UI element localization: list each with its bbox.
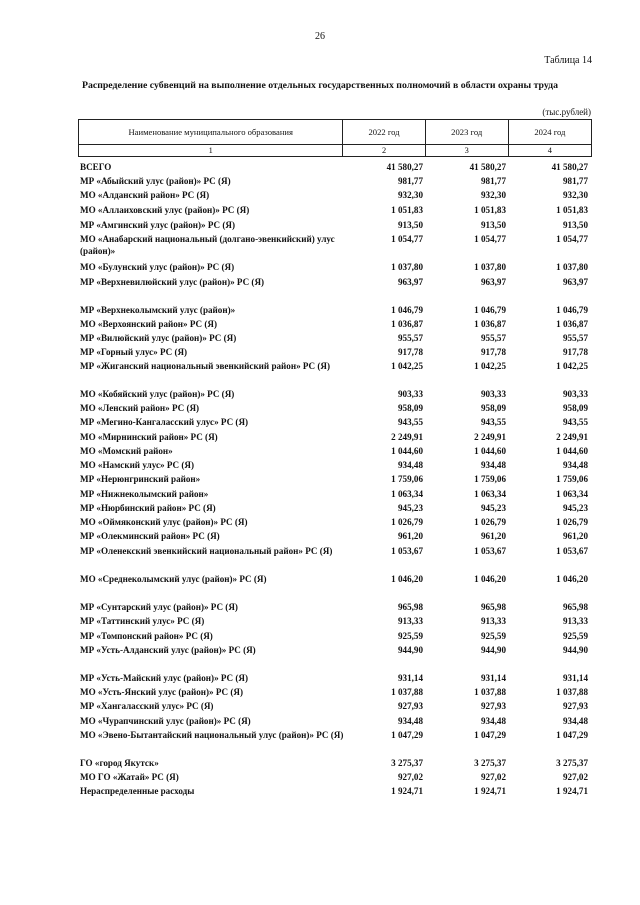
units-label: (тыс.рублей)	[542, 107, 591, 117]
row-value-2022: 41 580,27	[386, 162, 423, 172]
row-value-2023: 1 046,79	[474, 305, 506, 315]
row-name: МР «Оленекский эвенкийский национальный район» РС (Я)	[80, 546, 333, 556]
row-name: МР «Амгинский улус (район)» РС (Я)	[80, 220, 235, 230]
row-value-2023: 1 063,34	[474, 489, 506, 499]
row-name: МО «Чурапчинский улус (район)» РС (Я)	[80, 716, 251, 726]
row-name: ГО «город Якутск»	[80, 758, 159, 768]
row-value-2022: 934,48	[397, 460, 423, 470]
row-name: МР «Мегино-Кангаласский улус» РС (Я)	[80, 417, 249, 427]
row-name: МО «Среднеколымский улус (район)» РС (Я)	[80, 574, 267, 584]
row-value-2023: 927,02	[480, 772, 506, 782]
row-value-2024: 903,33	[562, 389, 588, 399]
row-value-2022: 965,98	[397, 602, 423, 612]
header-name: Наименование муниципального образования	[79, 120, 343, 145]
header-num-2: 2	[343, 145, 425, 157]
row-name: МО «Оймяконский улус (район)» РС (Я)	[80, 517, 248, 527]
row-value-2024: 965,98	[562, 602, 588, 612]
row-value-2023: 925,59	[480, 631, 506, 641]
row-value-2022: 1 046,20	[391, 574, 423, 584]
row-value-2024: 925,59	[562, 631, 588, 641]
row-value-2023: 3 275,37	[474, 758, 506, 768]
row-value-2024: 1 051,83	[556, 205, 588, 215]
row-name: ВСЕГО	[80, 162, 112, 172]
row-value-2022: 1 042,25	[391, 361, 423, 371]
row-name: МР «Сунтарский улус (район)» РС (Я)	[80, 602, 238, 612]
row-name: МО «Анабарский национальный (долгано-эвенкийский) улус (район)»	[80, 234, 335, 256]
row-value-2024: 927,93	[562, 701, 588, 711]
row-value-2024: 1 037,80	[556, 262, 588, 272]
row-value-2024: 1 046,20	[556, 574, 588, 584]
row-value-2022: 2 249,91	[391, 432, 423, 442]
row-value-2024: 1 044,60	[556, 446, 588, 456]
row-value-2023: 1 042,25	[474, 361, 506, 371]
row-value-2024: 943,55	[562, 417, 588, 427]
row-value-2022: 3 275,37	[391, 758, 423, 768]
row-value-2022: 917,78	[397, 347, 423, 357]
row-value-2023: 1 036,87	[474, 319, 506, 329]
row-value-2023: 958,09	[480, 403, 506, 413]
row-name: МР «Нюрбинский район» РС (Я)	[80, 503, 216, 513]
row-value-2024: 2 249,91	[556, 432, 588, 442]
row-value-2023: 913,33	[480, 616, 506, 626]
row-value-2022: 1 037,80	[391, 262, 423, 272]
row-name: МР «Усть-Алданский улус (район)» РС (Я)	[80, 645, 256, 655]
row-value-2024: 934,48	[562, 716, 588, 726]
row-value-2022: 913,33	[397, 616, 423, 626]
row-name: МР «Нижнеколымский район»	[80, 489, 209, 499]
row-value-2022: 1 053,67	[391, 546, 423, 556]
table-title: Распределение субвенций на выполнение отдельных государственных полномочий в области охраны труда	[81, 80, 558, 91]
row-value-2024: 1 759,06	[556, 474, 588, 484]
row-name: МО «Аллаиховский улус (район)» РС (Я)	[80, 205, 250, 215]
row-value-2023: 1 037,80	[474, 262, 506, 272]
row-name: МО «Усть-Янский улус (район)» РС (Я)	[80, 687, 243, 697]
row-value-2022: 1 051,83	[391, 205, 423, 215]
row-value-2023: 1 924,71	[474, 786, 506, 796]
row-name: МР «Верхневилюйский улус (район)» РС (Я)	[80, 277, 265, 287]
row-name: МО «Эвено-Бытантайский национальный улус (район)» РС (Я)	[80, 730, 344, 740]
row-value-2024: 932,30	[562, 190, 588, 200]
row-name: МО ГО «Жатай» РС (Я)	[80, 772, 179, 782]
row-value-2022: 1 759,06	[391, 474, 423, 484]
row-name: МР «Верхнеколымский улус (район)»	[80, 305, 236, 315]
row-value-2022: 927,93	[397, 701, 423, 711]
row-value-2023: 1 053,67	[474, 546, 506, 556]
row-value-2022: 944,90	[397, 645, 423, 655]
row-value-2022: 1 037,88	[391, 687, 423, 697]
row-name: МР «Вилюйский улус (район)» РС (Я)	[80, 333, 237, 343]
row-value-2023: 932,30	[480, 190, 506, 200]
row-name: МО «Кобяйский улус (район)» РС (Я)	[80, 389, 235, 399]
table-header	[78, 119, 592, 157]
row-value-2024: 934,48	[562, 460, 588, 470]
row-name: МО «Мирнинский район» РС (Я)	[80, 432, 218, 442]
row-name: МО «Булунский улус (район)» РС (Я)	[80, 262, 235, 272]
row-value-2024: 931,14	[562, 673, 588, 683]
table-label: Таблица 14	[544, 55, 592, 66]
row-value-2022: 961,20	[397, 531, 423, 541]
row-name: МР «Горный улус» РС (Я)	[80, 347, 188, 357]
row-value-2023: 1 047,29	[474, 730, 506, 740]
row-value-2022: 1 026,79	[391, 517, 423, 527]
row-name: МО «Намский улус» РС (Я)	[80, 460, 194, 470]
row-value-2024: 913,50	[562, 220, 588, 230]
row-value-2022: 927,02	[397, 772, 423, 782]
row-value-2022: 931,14	[397, 673, 423, 683]
row-value-2023: 903,33	[480, 389, 506, 399]
row-value-2024: 3 275,37	[556, 758, 588, 768]
row-value-2023: 955,57	[480, 333, 506, 343]
row-value-2024: 961,20	[562, 531, 588, 541]
row-value-2022: 958,09	[397, 403, 423, 413]
header-num-4: 4	[508, 145, 591, 157]
row-name: МР «Жиганский национальный эвенкийский район» РС (Я)	[80, 361, 331, 371]
row-value-2022: 945,23	[397, 503, 423, 513]
header-num-3: 3	[425, 145, 508, 157]
header-num-1: 1	[79, 145, 343, 157]
row-value-2023: 913,50	[480, 220, 506, 230]
row-name: МР «Олекминский район» РС (Я)	[80, 531, 220, 541]
row-value-2022: 981,77	[397, 176, 423, 186]
header-2022: 2022 год	[343, 120, 425, 145]
row-value-2023: 1 037,88	[474, 687, 506, 697]
row-value-2024: 1 054,77	[556, 234, 588, 244]
row-value-2024: 955,57	[562, 333, 588, 343]
row-value-2023: 927,93	[480, 701, 506, 711]
row-name: МО «Ленский район» РС (Я)	[80, 403, 200, 413]
row-name: МО «Верхоянский район» РС (Я)	[80, 319, 217, 329]
row-value-2024: 1 924,71	[556, 786, 588, 796]
row-value-2022: 943,55	[397, 417, 423, 427]
row-value-2023: 41 580,27	[469, 162, 506, 172]
row-value-2024: 1 053,67	[556, 546, 588, 556]
header-2023: 2023 год	[425, 120, 508, 145]
row-value-2024: 945,23	[562, 503, 588, 513]
row-value-2023: 965,98	[480, 602, 506, 612]
row-value-2022: 925,59	[397, 631, 423, 641]
row-value-2023: 1 051,83	[474, 205, 506, 215]
row-value-2022: 1 924,71	[391, 786, 423, 796]
row-value-2022: 1 046,79	[391, 305, 423, 315]
row-value-2023: 917,78	[480, 347, 506, 357]
row-name: МР «Нерюнгринский район»	[80, 474, 201, 484]
row-value-2024: 1 026,79	[556, 517, 588, 527]
row-name: МР «Хангаласский улус» РС (Я)	[80, 701, 214, 711]
row-value-2023: 945,23	[480, 503, 506, 513]
row-value-2023: 963,97	[480, 277, 506, 287]
row-value-2023: 1 046,20	[474, 574, 506, 584]
row-value-2024: 1 063,34	[556, 489, 588, 499]
row-value-2023: 1 054,77	[474, 234, 506, 244]
row-value-2023: 1 044,60	[474, 446, 506, 456]
row-value-2022: 1 063,34	[391, 489, 423, 499]
row-name: МР «Таттинский улус» РС (Я)	[80, 616, 205, 626]
row-value-2023: 1 026,79	[474, 517, 506, 527]
row-value-2024: 1 037,88	[556, 687, 588, 697]
row-value-2023: 934,48	[480, 460, 506, 470]
header-2024: 2024 год	[508, 120, 591, 145]
row-value-2024: 917,78	[562, 347, 588, 357]
row-value-2022: 1 036,87	[391, 319, 423, 329]
row-value-2023: 981,77	[480, 176, 506, 186]
row-value-2024: 1 042,25	[556, 361, 588, 371]
row-name: МР «Томпонский район» РС (Я)	[80, 631, 213, 641]
row-value-2024: 41 580,27	[551, 162, 588, 172]
row-value-2023: 2 249,91	[474, 432, 506, 442]
row-value-2023: 931,14	[480, 673, 506, 683]
row-value-2023: 943,55	[480, 417, 506, 427]
row-value-2024: 1 036,87	[556, 319, 588, 329]
row-value-2024: 913,33	[562, 616, 588, 626]
row-value-2022: 934,48	[397, 716, 423, 726]
row-value-2024: 1 047,29	[556, 730, 588, 740]
row-value-2023: 961,20	[480, 531, 506, 541]
row-name: МР «Абыйский улус (район)» РС (Я)	[80, 176, 231, 186]
row-value-2024: 944,90	[562, 645, 588, 655]
row-value-2024: 963,97	[562, 277, 588, 287]
row-value-2024: 981,77	[562, 176, 588, 186]
row-value-2024: 927,02	[562, 772, 588, 782]
row-value-2022: 1 054,77	[391, 234, 423, 244]
row-value-2023: 1 759,06	[474, 474, 506, 484]
row-name: МР «Усть-Майский улус (район)» РС (Я)	[80, 673, 249, 683]
row-value-2024: 958,09	[562, 403, 588, 413]
row-value-2024: 1 046,79	[556, 305, 588, 315]
row-value-2022: 955,57	[397, 333, 423, 343]
row-name: МО «Момский район»	[80, 446, 173, 456]
row-value-2022: 932,30	[397, 190, 423, 200]
row-value-2022: 903,33	[397, 389, 423, 399]
row-value-2022: 963,97	[397, 277, 423, 287]
row-name: МО «Алданский район» РС (Я)	[80, 190, 210, 200]
row-value-2023: 944,90	[480, 645, 506, 655]
row-name: Нераспределенные расходы	[80, 786, 195, 796]
row-value-2022: 913,50	[397, 220, 423, 230]
row-value-2023: 934,48	[480, 716, 506, 726]
page-number: 26	[315, 31, 325, 42]
row-value-2022: 1 047,29	[391, 730, 423, 740]
row-value-2022: 1 044,60	[391, 446, 423, 456]
